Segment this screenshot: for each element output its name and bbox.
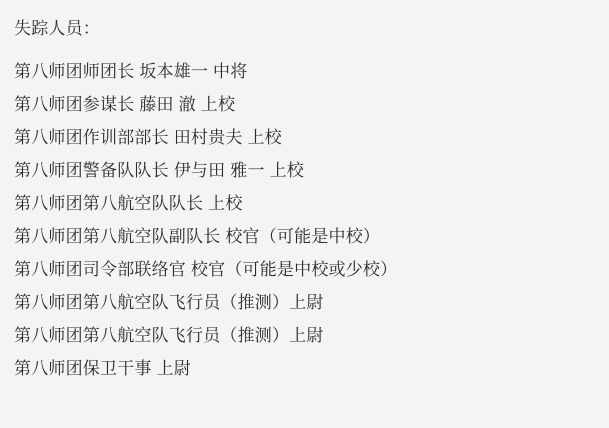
list-item: 第八师团第八航空队队长 上校	[14, 194, 243, 213]
list-item: 第八师团第八航空队飞行员（推测）上尉	[14, 293, 324, 312]
list-item: 第八师团师团长 坂本雄一 中将	[14, 62, 248, 81]
page-title: 失踪人员：	[14, 19, 100, 38]
list-item: 第八师团参谋长 藤田 澈 上校	[14, 95, 236, 114]
list-item: 第八师团作训部部长 田村贵夫 上校	[14, 128, 282, 147]
list-item: 第八师团第八航空队飞行员（推测）上尉	[14, 326, 324, 345]
list-item: 第八师团司令部联络官 校官（可能是中校或少校）	[14, 260, 398, 279]
missing-personnel-list	[14, 62, 609, 379]
list-item: 第八师团第八航空队副队长 校官（可能是中校）	[14, 227, 381, 246]
list-item: 第八师团警备队队长 伊与田 雅一 上校	[14, 161, 304, 180]
list-item: 第八师团保卫干事 上尉	[14, 359, 191, 378]
